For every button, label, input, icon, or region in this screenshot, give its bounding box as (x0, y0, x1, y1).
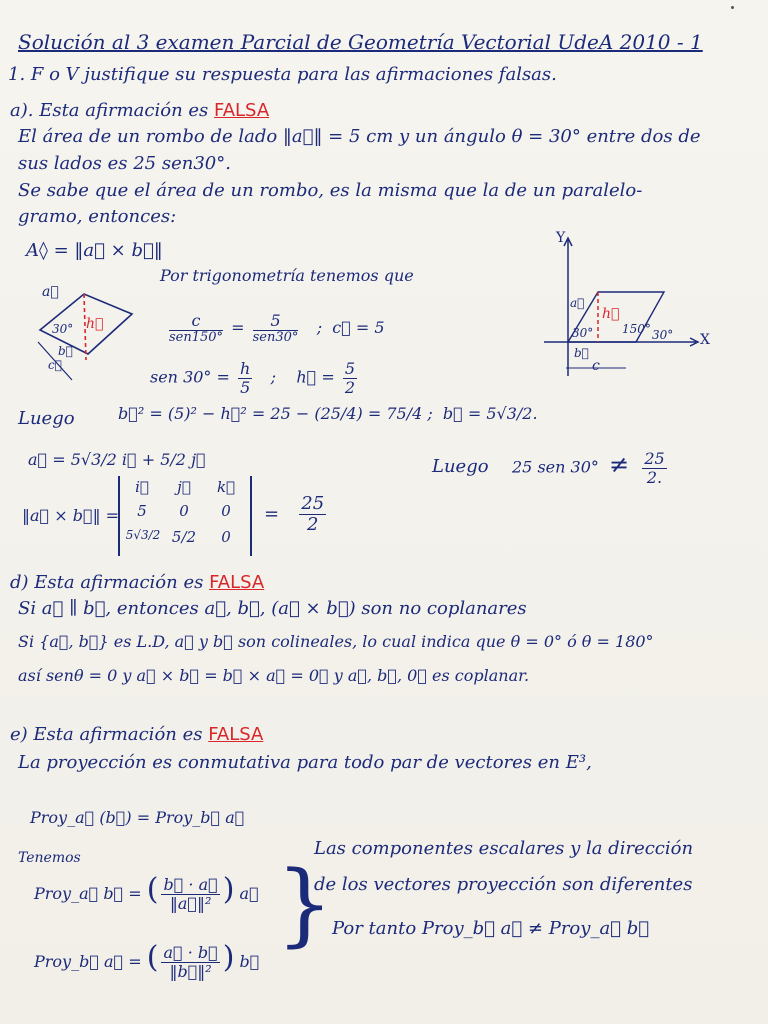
part-a-label: a). Esta afirmación es FALSA (10, 100, 270, 121)
area-formula: A◊ = ‖a⃗ × b⃗‖ (26, 240, 163, 261)
projection-1: Proy_a⃗ b⃗ = ( $\frac{b⃗ \cdot a⃗}{\text{‖a⃗‖²}}$ ) a⃗ (34, 872, 259, 913)
det-cell: i⃗ (135, 478, 149, 496)
law-of-sines: $\frac{c}{\text{sen150°}}$ = $\frac{5}{\text{sen30°}}$ ; c⃗ = 5 (169, 311, 385, 345)
question-1: 1. F o V justifique su respuesta para las afirmaciones falsas. (8, 64, 557, 85)
part-a-line4: gramo, entonces: (18, 206, 177, 227)
a-vector: a⃗ = 5√3/2 i⃗ + 5/2 j⃗ (28, 450, 206, 469)
trig-intro: Por trigonometría tenemos que (160, 266, 414, 285)
fig-angle-label: 30° (52, 322, 74, 336)
rhombus-figure (28, 290, 138, 386)
note-line1: Las componentes escalares y la dirección (314, 838, 694, 859)
fig-a-label: a⃗ (42, 284, 59, 300)
conclusion-a: 25 sen 30° ≠ $\frac{25}{2.}$ (512, 449, 665, 487)
fig-b-label: b⃗ (58, 344, 73, 358)
det-cell: 5 (137, 502, 147, 520)
fig2-30b-label: 30° (652, 328, 674, 342)
det-cell: k⃗ (216, 478, 236, 496)
projection-2: Proy_b⃗ a⃗ = ( $\frac{a⃗ \cdot b⃗}{\text{‖b⃗‖²}}$ ) b⃗ (34, 940, 260, 981)
sine-relation: sen 30° = $\frac{h}{5}$ ; h⃗ = $\frac{5}{2}$ (150, 359, 356, 397)
right-brace: } (276, 852, 334, 957)
part-d-line3: así senθ = 0 y a⃗ × b⃗ = b⃗ × a⃗ = 0⃗ y a⃗, b⃗, 0⃗ es coplanar. (18, 666, 530, 685)
page-title: Solución al 3 examen Parcial de Geometría Vectorial UdeA 2010 - 1 (18, 30, 703, 54)
det-cell: 0 (179, 502, 189, 520)
part-d-line2: Si {a⃗, b⃗} es L.D, a⃗ y b⃗ son colineales, lo cual indica que θ = 0° ó θ = 180° (18, 632, 654, 651)
part-a-line3: Se sabe que el área de un rombo, es la misma que la de un paralelo- (18, 180, 643, 201)
det-cell: 0 (221, 528, 231, 546)
verdict-badge: FALSA (209, 572, 265, 593)
fig2-a-label: a⃗ (570, 296, 585, 310)
luego2-label: Luego (432, 456, 489, 477)
note-line2: de los vectores proyección son diferentes (314, 874, 693, 895)
fig-c-label: c⃗ (48, 358, 62, 372)
tenemos-label: Tenemos (18, 850, 81, 866)
det-cell: 5√3/2 (125, 528, 161, 542)
part-d-line1: Si a⃗ ∥ b⃗, entonces a⃗, b⃗, (a⃗ × b⃗) son no coplanares (18, 598, 527, 619)
note-line3: Por tanto Proy_b⃗ a⃗ ≠ Proy_a⃗ b⃗ (332, 918, 650, 939)
fig2-h-label: h⃗ (602, 306, 620, 322)
verdict-badge: FALSA (214, 100, 270, 121)
part-e-label: e) Esta afirmación es FALSA (10, 724, 264, 745)
det-cell: 5/2 (171, 528, 197, 546)
fig2-c-label: c (592, 358, 600, 374)
det-result: = $\frac{25}{2}$ (264, 493, 325, 535)
part-a-line1: El área de un rombo de lado ‖a⃗‖ = 5 cm y un ángulo θ = 30° entre dos de (18, 126, 701, 147)
luego-label: Luego (18, 408, 75, 429)
fig2-150-label: 150° (622, 322, 651, 336)
fig2-30-label: 30° (572, 326, 594, 340)
axis-x-label: X (700, 332, 710, 348)
axis-y-label: Y (556, 230, 566, 246)
parallelogram-figure (540, 236, 720, 386)
det-cell: 0 (221, 502, 231, 520)
ink-speck (731, 6, 734, 9)
verdict-badge: FALSA (208, 724, 264, 745)
part-a-line2: sus lados es 25 sen30°. (18, 153, 231, 174)
part-d-label: d) Esta afirmación es FALSA (10, 572, 265, 593)
det-cell: j⃗ (177, 478, 191, 496)
b-squared: b⃗² = (5)² − h⃗² = 25 − (25/4) = 75/4 ; b⃗ = 5√3/2. (118, 404, 538, 423)
fig2-b-label: b⃗ (574, 346, 589, 360)
projection-equality: Proy_a⃗ (b⃗) = Proy_b⃗ a⃗ (30, 808, 245, 827)
part-e-line1: La proyección es conmutativa para todo par de vectores en E³, (18, 752, 592, 773)
cross-lhs: ‖a⃗ × b⃗‖ = (22, 506, 120, 525)
fig-h-label: h⃗ (86, 316, 104, 332)
determinant (118, 476, 252, 556)
